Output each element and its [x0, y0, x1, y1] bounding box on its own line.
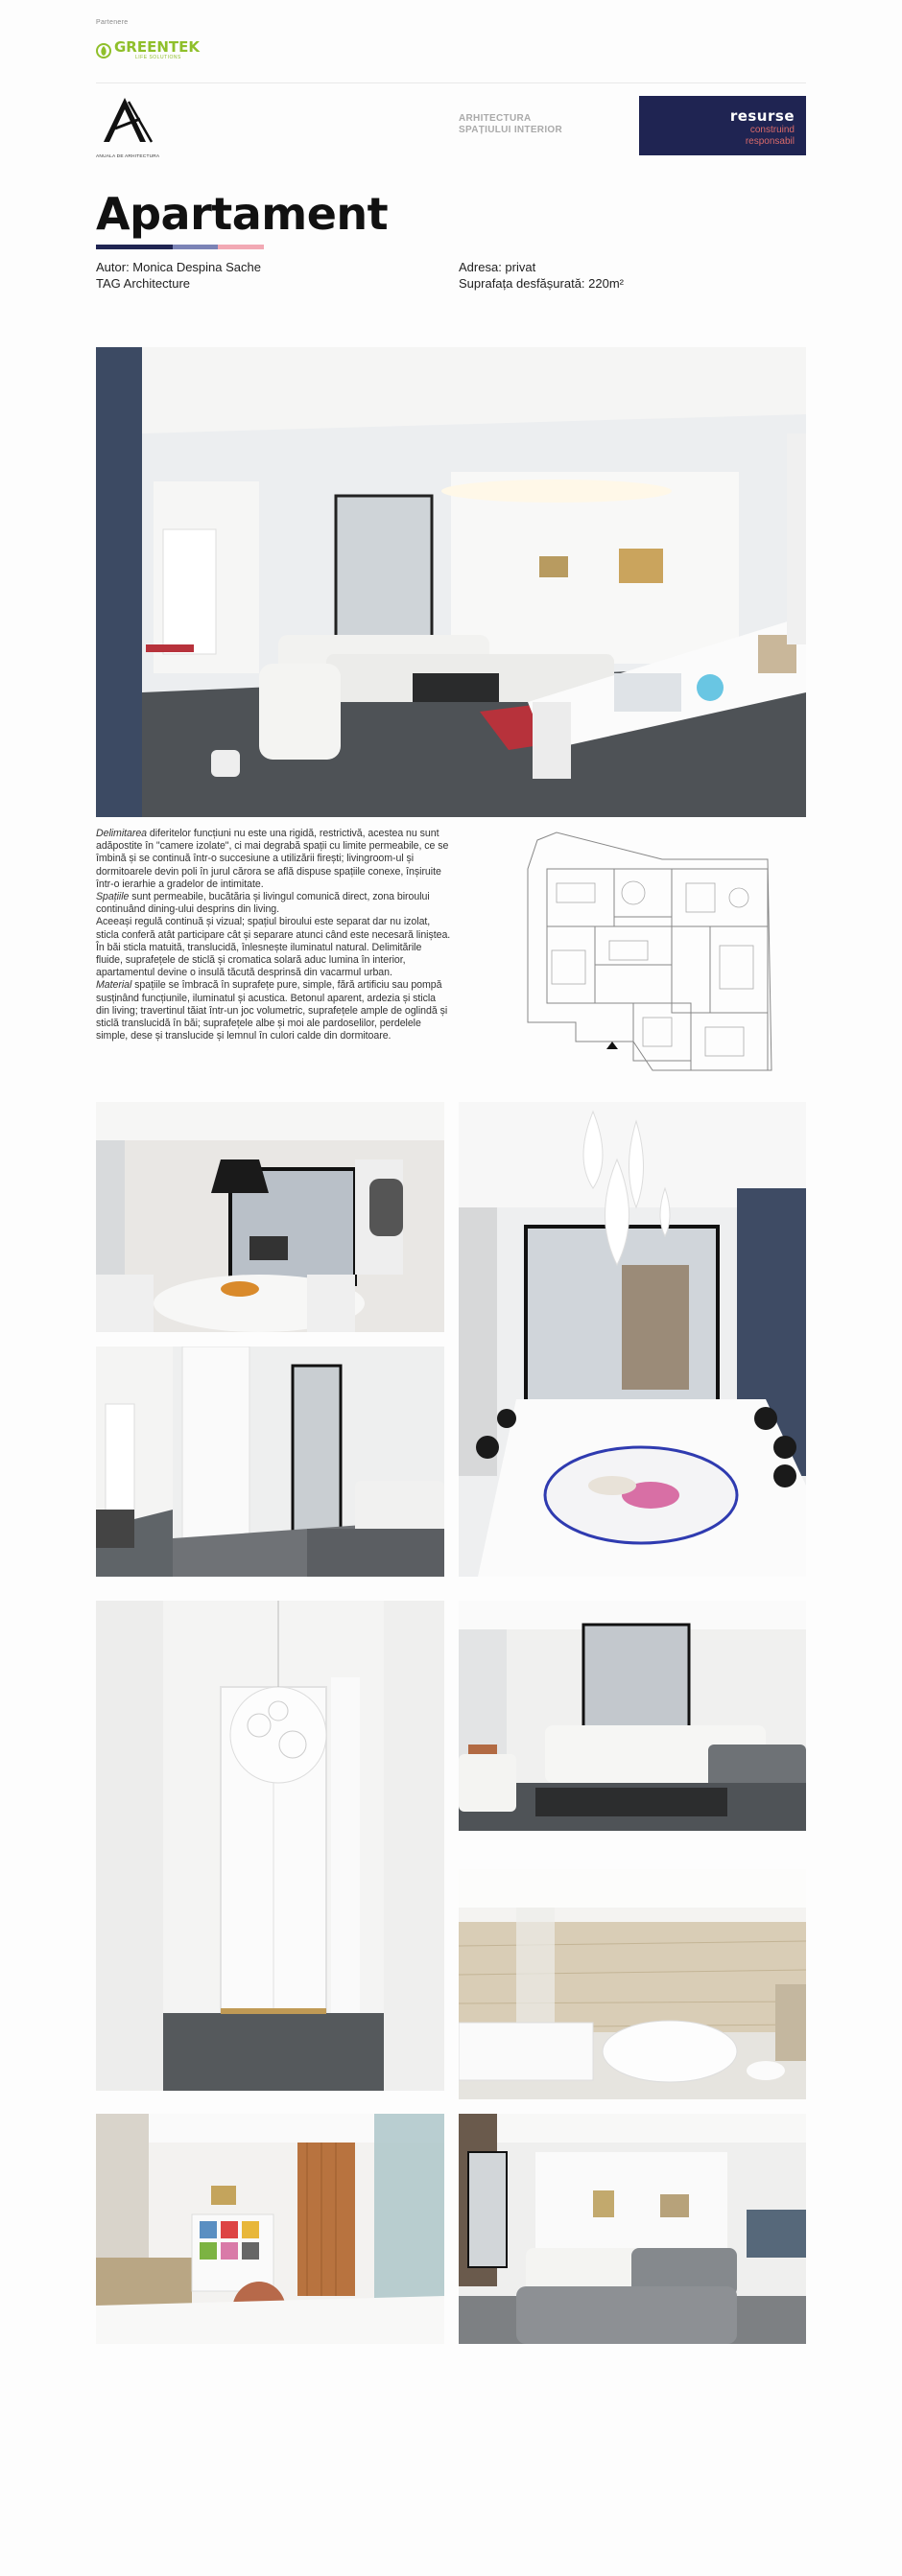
greentek-logo[interactable] — [96, 40, 200, 60]
project-office: TAG Architecture — [96, 276, 191, 291]
hallway-chandelier-photo — [96, 1601, 444, 2091]
partner-label: Partenere — [96, 19, 129, 26]
resurse-badge[interactable] — [639, 96, 806, 155]
letter-a-logo-icon — [96, 96, 163, 146]
desc-p2-em: Spațiile — [96, 891, 130, 903]
desc-p4: spațiile se îmbracă în suprafețe pure, simple, fără artificiu sau pompă susținând funcțiunile, iluminatul și acustica. Betonul aparent, ardezia și sticla din living; travertinul tăiat într-un joc volumetric, suprafețele ample de oglindă și sticlă translucidă în băi; suprafețele albe și moi ale pardoselilor, perdelele simple, dese și translucide și lemnul în culori calde din dormitoare. — [96, 979, 448, 1042]
description-text — [96, 828, 451, 1042]
resurse-line1: construind — [749, 125, 795, 135]
leaf-circle-icon — [96, 42, 111, 59]
desc-p2: sunt permeabile, bucătăria și livingul comunică direct, zona biroului continuând dining-ului desprins din living. — [96, 891, 430, 916]
section-label: ARHITECTURA SPAȚIULUI INTERIOR — [459, 113, 562, 135]
floor-plan-drawing — [518, 831, 777, 1076]
project-author: Autor: Monica Despina Sache — [96, 260, 261, 274]
lounge-sofa-photo — [459, 1601, 806, 1831]
project-area: Suprafața desfășurată: 220m² — [459, 276, 624, 291]
title-accent-bar — [96, 245, 264, 249]
living-room-photo — [96, 347, 806, 817]
desc-p1: diferitelor funcțiuni nu este una rigidă, restrictivă, acestea nu sunt adăpostite în "camere izolate", ci mai degrabă spații cu limite permeabile, ce se îmbină și se continuă într-o succesiune a utilizării firești; livingroom-ul și dormitoarele devin poli în jurul cărora se află dispuse spațiile conexe, înșiruite într-o ierarhie a gradelor de intimitate. — [96, 828, 449, 890]
resurse-name: resurse — [729, 107, 795, 125]
kids-room-photo — [96, 2114, 444, 2344]
page-title: Apartament — [96, 188, 389, 240]
greentek-name: GREENTEK — [114, 38, 201, 56]
anuala-logo[interactable] — [96, 96, 163, 157]
anuala-caption: ANUALA DE ARHITECTURA — [96, 154, 160, 159]
office-table-photo — [459, 1102, 806, 1577]
living-corner-photo — [459, 2114, 806, 2344]
project-address: Adresa: privat — [459, 260, 536, 274]
resurse-line2: responsabil — [745, 136, 795, 147]
desc-p3: Aceeași regulă continuă și vizual; spațiul biroului este separat dar nu izolat, sticla conferă atât participare cât și separare atunci când este necesară liniștea. În băi sticla matuită, translucidă, înlesnește iluminatul natural. Delimitările fluide, suprafețele de sticlă și cromatica solară aduc lumina în interior, apartamentul devine o insulă tăcută desprinsă din vacarmul urban. — [96, 916, 451, 979]
greentek-tagline: LIFE SOLUTIONS — [135, 55, 181, 60]
bathroom-photo — [459, 1869, 806, 2099]
desc-p1-em: Delimitarea — [96, 828, 148, 839]
desc-p4-em: Material — [96, 979, 132, 992]
corridor-photo — [96, 1347, 444, 1577]
dining-photo — [96, 1102, 444, 1332]
header-divider — [96, 82, 806, 83]
